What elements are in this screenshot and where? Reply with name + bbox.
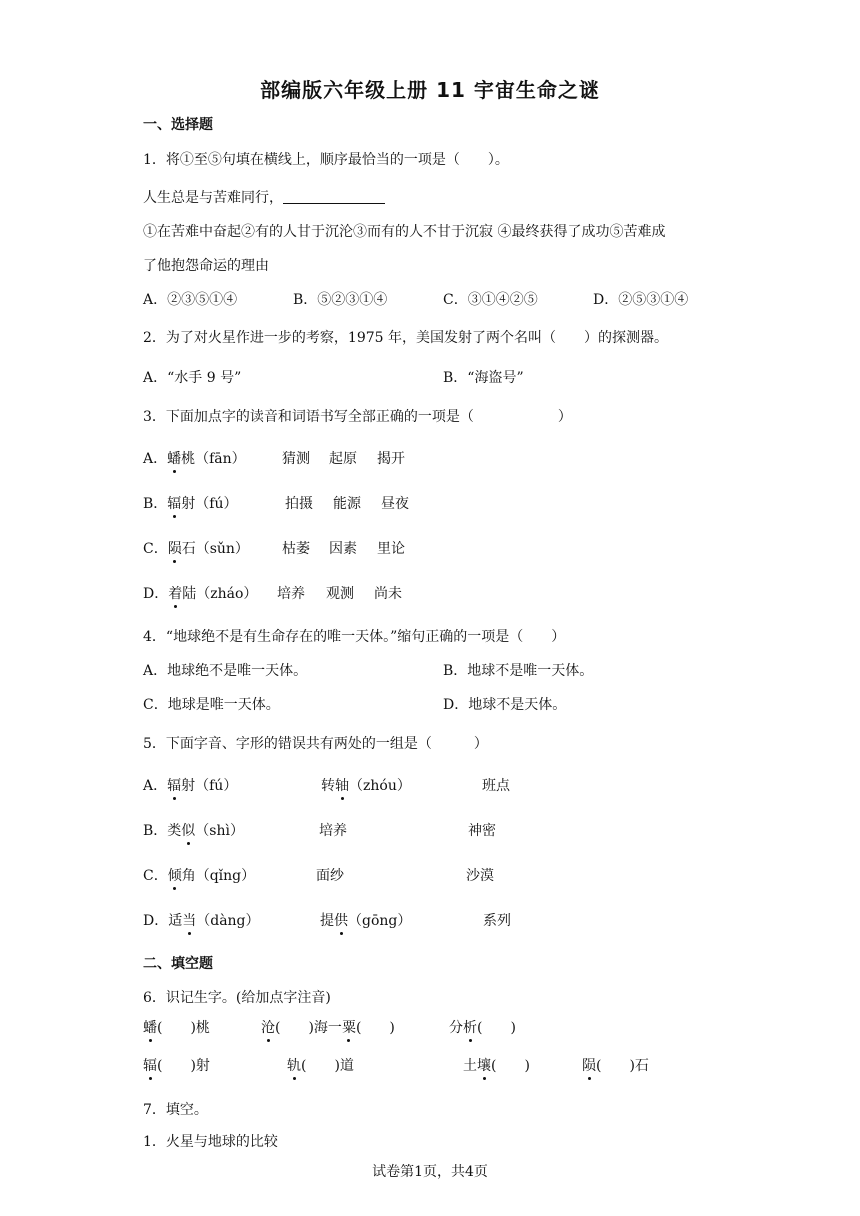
question-7-sub-1: 1．火星与地球的比较	[143, 1134, 278, 1150]
word: 培养	[319, 823, 347, 839]
word: 提供（gōng）	[320, 913, 412, 929]
dotted-character: 辐	[167, 496, 182, 512]
question-1-stem: 1．将①至⑤句填在横线上，顺序最恰当的一项是（ ）。	[143, 152, 509, 168]
word: 能源	[333, 496, 361, 512]
word: 起原	[329, 451, 357, 467]
question-4-option-c: C．地球是唯一天体。	[143, 697, 280, 713]
pinyin-blank-item[interactable]: 辐( )射	[143, 1058, 210, 1074]
question-3-stem: 3．下面加点字的读音和词语书写全部正确的一项是（ ）	[143, 409, 572, 425]
word: 培养	[277, 586, 305, 602]
question-3-option-c: C．陨石（sǔn）	[143, 541, 249, 557]
dotted-character: 辐	[167, 778, 182, 794]
word: 班点	[482, 778, 510, 794]
dotted-character: 析	[463, 1020, 477, 1036]
question-4-option-a: A．地球绝不是唯一天体。	[143, 663, 308, 679]
dotted-character: 轴	[335, 778, 349, 794]
question-3-option-a: A．蟠桃（fān）	[143, 451, 246, 467]
pinyin-blank-item[interactable]: 沧( )海一粟( )	[261, 1020, 395, 1036]
question-4-option-d: D．地球不是天体。	[443, 697, 567, 713]
word: 揭开	[377, 451, 405, 467]
question-3-option-d: D．着陆（zháo）	[143, 586, 258, 602]
word: 因素	[329, 541, 357, 557]
dotted-character: 粟	[341, 1020, 356, 1036]
dotted-character: 辐	[143, 1058, 157, 1074]
dotted-character: 陨	[167, 541, 182, 557]
word: 面纱	[316, 868, 344, 884]
question-1-option-c: C．③①④②⑤	[443, 292, 538, 308]
question-1-option-d: D．②⑤③①④	[593, 292, 689, 308]
question-5-option-b: B．类似（shì）	[143, 823, 244, 839]
word: 系列	[483, 913, 511, 929]
section-heading-fill: 二、填空题	[143, 956, 213, 972]
word: 昼夜	[381, 496, 409, 512]
question-4-stem: 4．“地球绝不是有生命存在的唯一天体。”缩句正确的一项是（ ）	[143, 629, 566, 645]
question-2-stem: 2．为了对火星作进一步的考察，1975 年，美国发射了两个名叫（ ）的探测器。	[143, 330, 668, 346]
question-6-stem: 6．识记生字。(给加点字注音)	[143, 990, 331, 1006]
word: 观测	[326, 586, 354, 602]
question-7-stem: 7．填空。	[143, 1102, 208, 1118]
answer-blank[interactable]	[283, 189, 385, 204]
page-footer: 试卷第1页，共4页	[372, 1164, 488, 1180]
question-4-option-b: B．地球不是唯一天体。	[443, 663, 594, 679]
pinyin-blank-item[interactable]: 土壤( )	[463, 1058, 530, 1074]
dotted-character: 着	[168, 586, 183, 602]
dotted-character: 壤	[477, 1058, 491, 1074]
question-5-option-c: C．倾角（qǐng）	[143, 868, 256, 884]
word: 枯萎	[282, 541, 310, 557]
dotted-character: 蟠	[143, 1020, 157, 1036]
question-5-option-d: D．适当（dàng）	[143, 913, 260, 929]
page-title: 部编版六年级上册 11 宇宙生命之谜	[260, 78, 600, 102]
dotted-character: 沧	[261, 1020, 275, 1036]
pinyin-blank-item[interactable]: 陨( )石	[582, 1058, 649, 1074]
word: 沙漠	[466, 868, 494, 884]
question-3-option-b: B．辐射（fú）	[143, 496, 238, 512]
dotted-character: 当	[182, 913, 197, 929]
question-5-option-a: A．辐射（fú）	[143, 778, 238, 794]
question-1-line-3: 了他抱怨命运的理由	[143, 258, 269, 274]
question-1-option-a: A．②③⑤①④	[143, 292, 238, 308]
word: 里论	[377, 541, 405, 557]
word: 转轴（zhóu）	[321, 778, 411, 794]
pinyin-blank-item[interactable]: 蟠( )桃	[143, 1020, 210, 1036]
word: 尚未	[374, 586, 402, 602]
word: 拍摄	[285, 496, 313, 512]
word: 神密	[468, 823, 496, 839]
dotted-character: 蟠	[167, 451, 182, 467]
pinyin-blank-item[interactable]: 轨( )道	[287, 1058, 354, 1074]
question-1-option-b: B．⑤②③①④	[293, 292, 388, 308]
question-2-option-b: B．“海盗号”	[443, 370, 524, 386]
dotted-character: 陨	[582, 1058, 596, 1074]
section-heading-choice: 一、选择题	[143, 117, 213, 133]
dotted-character: 似	[181, 823, 196, 839]
question-5-stem: 5．下面字音、字形的错误共有两处的一组是（ ）	[143, 736, 488, 752]
question-1-line-2: ①在苦难中奋起②有的人甘于沉沦③而有的人不甘于沉寂 ④最终获得了成功⑤苦难成	[143, 224, 666, 240]
dotted-character: 轨	[287, 1058, 301, 1074]
pinyin-blank-item[interactable]: 分析( )	[449, 1020, 516, 1036]
word: 猜测	[282, 451, 310, 467]
question-2-option-a: A．“水手 9 号”	[143, 370, 242, 386]
question-1-sentence	[143, 187, 385, 207]
dotted-character: 倾	[167, 868, 182, 884]
question-1-sentence-text: 人生总是与苦难同行，	[143, 190, 283, 206]
dotted-character: 供	[334, 913, 348, 929]
